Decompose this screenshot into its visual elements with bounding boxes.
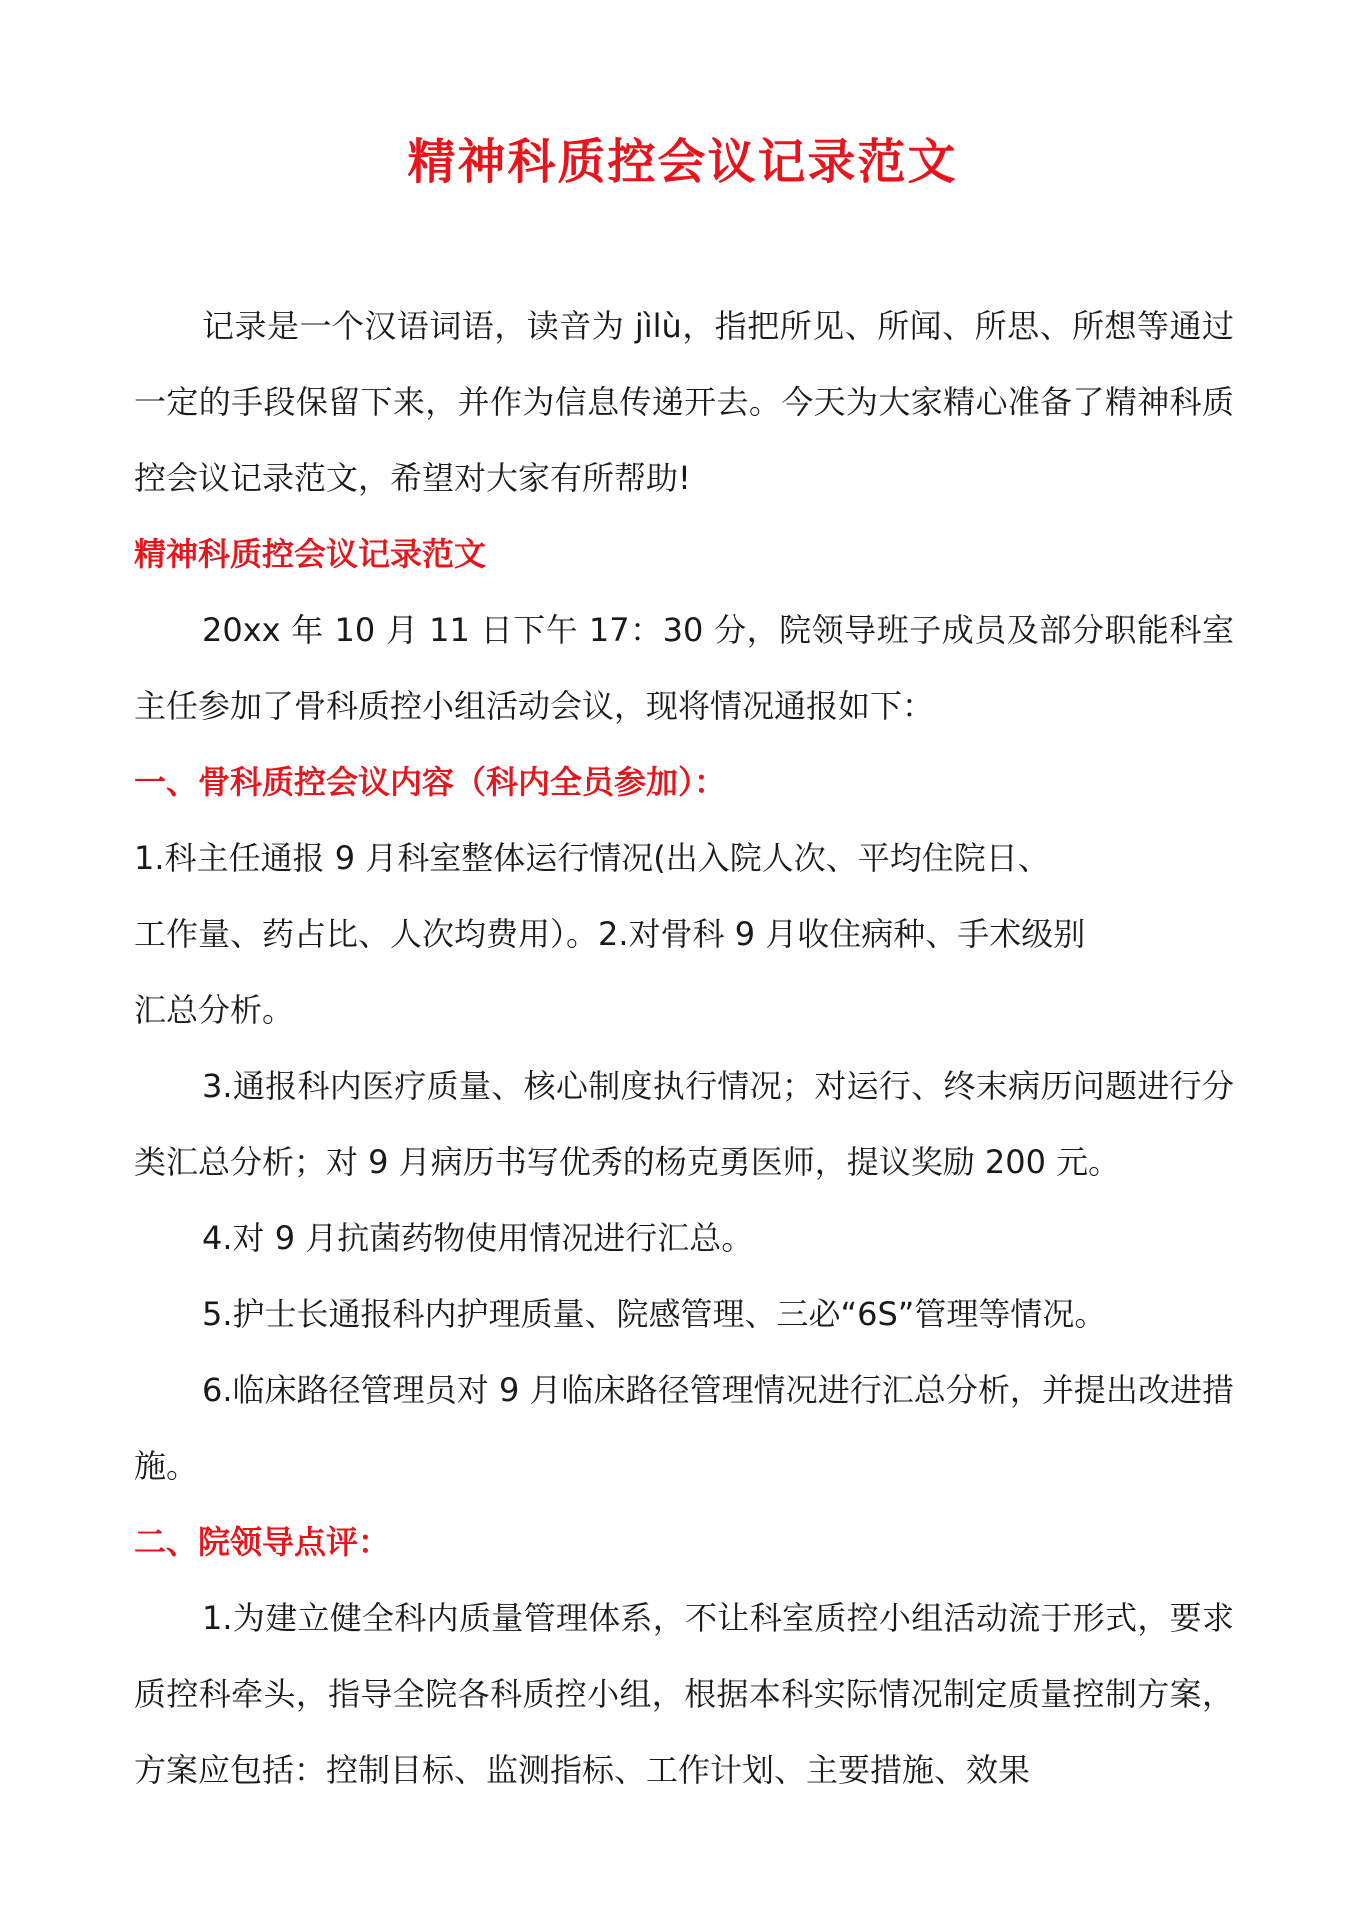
part1-item6: 6.临床路径管理员对 9 月临床路径管理情况进行汇总分析，并提出改进措施。 xyxy=(134,1371,1234,1485)
part2-heading: 二、院领导点评： xyxy=(134,1523,391,1561)
document-title: 精神科质控会议记录范文 xyxy=(407,134,958,190)
part1-item3: 3.通报科内医疗质量、核心制度执行情况；对运行、终末病历问题进行分类汇总分析；对 9 月病历书写优秀的杨克勇医师，提议奖励 200 元。 xyxy=(134,1067,1234,1181)
part1-item1-line1: 1.科主任通报 9 月科室整体运行情况(出入院人次、平均住院日、 xyxy=(134,839,1050,877)
part1-item1-line2: 工作量、药占比、人次均费用）。2.对骨科 9 月收住病种、手术级别 xyxy=(134,915,1086,953)
document-body xyxy=(134,288,1234,1808)
part1-item1-line3: 汇总分析。 xyxy=(134,991,295,1029)
part1-heading: 一、骨科质控会议内容（科内全员参加）： xyxy=(134,763,727,801)
part2-item1: 1.为建立健全科内质量管理体系，不让科室质控小组活动流于形式，要求质控科牵头，指导全院各科质控小组，根据本科实际情况制定质量控制方案，方案应包括：控制目标、监测指标、工作计划、主要措施、效果 xyxy=(134,1599,1234,1789)
part1-item5: 5.护士长通报科内护理质量、院感管理、三必“6S”管理等情况。 xyxy=(202,1295,1107,1333)
opening-paragraph: 20xx 年 10 月 11 日下午 17：30 分，院领导班子成员及部分职能科室主任参加了骨科质控小组活动会议，现将情况通报如下： xyxy=(134,611,1234,725)
intro-paragraph: 记录是一个汉语词语，读音为 jìlù，指把所见、所闻、所思、所想等通过一定的手段保留下来，并作为信息传递开去。今天为大家精心准备了精神科质控会议记录范文，希望对大家有所帮助! xyxy=(134,307,1234,497)
section-title: 精神科质控会议记录范文 xyxy=(134,535,487,573)
part1-item4: 4.对 9 月抗菌药物使用情况进行汇总。 xyxy=(202,1219,754,1257)
